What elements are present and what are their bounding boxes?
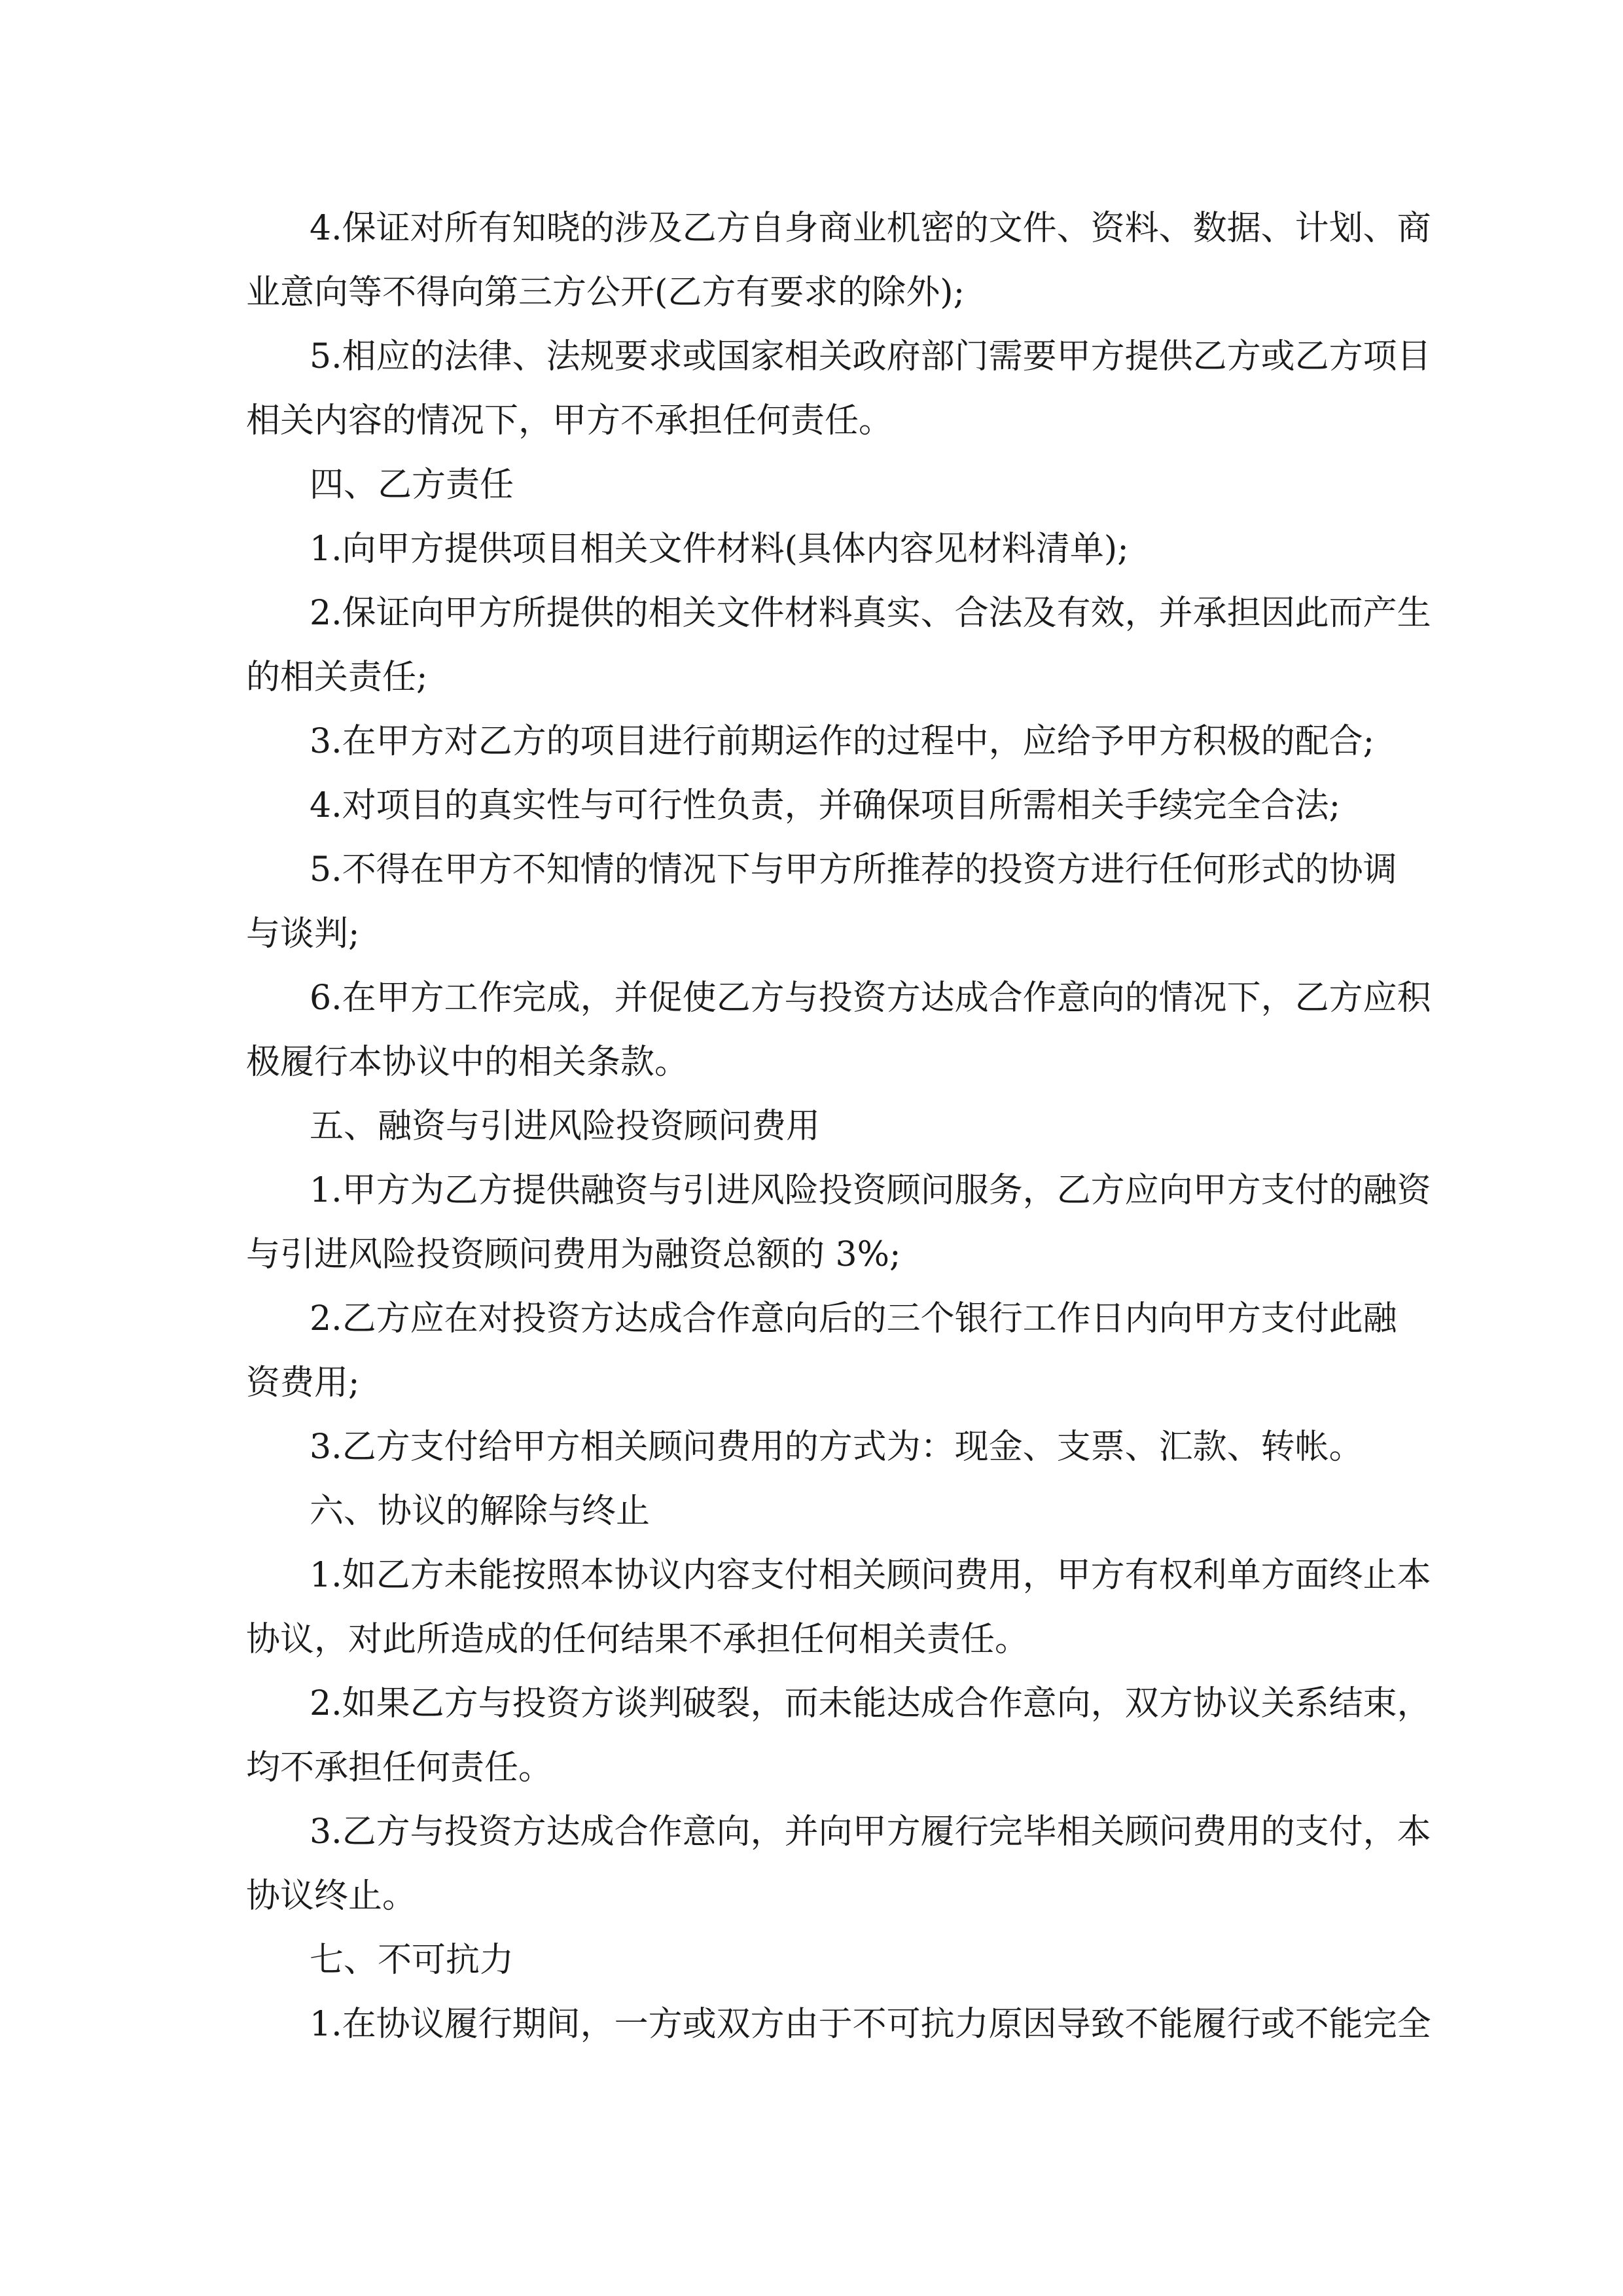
text-line: 的相关责任; — [246, 658, 428, 697]
text-line: 资费用; — [246, 1363, 360, 1403]
text-line: 相关内容的情况下，甲方不承担任何责任。 — [246, 401, 893, 440]
text-line: 1.在协议履行期间，一方或双方由于不可抗力原因导致不能履行或不能完全 — [310, 2005, 1431, 2044]
text-line: 2.保证向甲方所提供的相关文件材料真实、合法及有效，并承担因此而产生 — [310, 594, 1431, 633]
text-line: 5.不得在甲方不知情的情况下与甲方所推荐的投资方进行任何形式的协调 — [310, 850, 1397, 889]
section-heading: 六、协议的解除与终止 — [310, 1492, 651, 1531]
text-line: 1.甲方为乙方提供融资与引进风险投资顾问服务，乙方应向甲方支付的融资 — [310, 1171, 1431, 1210]
text-line: 均不承担任何责任。 — [246, 1748, 553, 1787]
text-line: 协议，对此所造成的任何结果不承担任何相关责任。 — [246, 1620, 1029, 1659]
text-line: 与引进风险投资顾问费用为融资总额的 3%; — [246, 1235, 901, 1274]
text-line: 5.相应的法律、法规要求或国家相关政府部门需要甲方提供乙方或乙方项目 — [310, 337, 1431, 376]
text-line: 3.乙方与投资方达成合作意向，并向甲方履行完毕相关顾问费用的支付，本 — [310, 1812, 1431, 1852]
text-line: 极履行本协议中的相关条款。 — [246, 1043, 689, 1082]
text-line: 2.如果乙方与投资方谈判破裂，而未能达成合作意向，双方协议关系结束， — [310, 1684, 1431, 1723]
text-line: 3.在甲方对乙方的项目进行前期运作的过程中，应给予甲方积极的配合; — [310, 722, 1375, 761]
text-line: 1.如乙方未能按照本协议内容支付相关顾问费用，甲方有权利单方面终止本 — [310, 1556, 1431, 1595]
section-heading: 四、乙方责任 — [310, 465, 514, 505]
section-heading: 五、融资与引进风险投资顾问费用 — [310, 1107, 821, 1146]
section-heading: 七、不可抗力 — [310, 1941, 514, 1980]
text-line: 1.向甲方提供项目相关文件材料(具体内容见材料清单); — [310, 529, 1129, 569]
text-line: 4.对项目的真实性与可行性负责，并确保项目所需相关手续完全合法; — [310, 786, 1341, 825]
document-page — [246, 196, 1431, 2056]
text-line: 业意向等不得向第三方公开(乙方有要求的除外); — [246, 273, 965, 312]
text-line: 2.乙方应在对投资方达成合作意向后的三个银行工作日内向甲方支付此融 — [310, 1299, 1397, 1338]
text-line: 3.乙方支付给甲方相关顾问费用的方式为：现金、支票、汇款、转帐。 — [310, 1427, 1363, 1467]
text-line: 6.在甲方工作完成，并促使乙方与投资方达成合作意向的情况下，乙方应积 — [310, 978, 1431, 1018]
text-line: 与谈判; — [246, 914, 360, 954]
text-line: 协议终止。 — [246, 1876, 417, 1916]
text-line: 4.保证对所有知晓的涉及乙方自身商业机密的文件、资料、数据、计划、商 — [310, 209, 1431, 248]
